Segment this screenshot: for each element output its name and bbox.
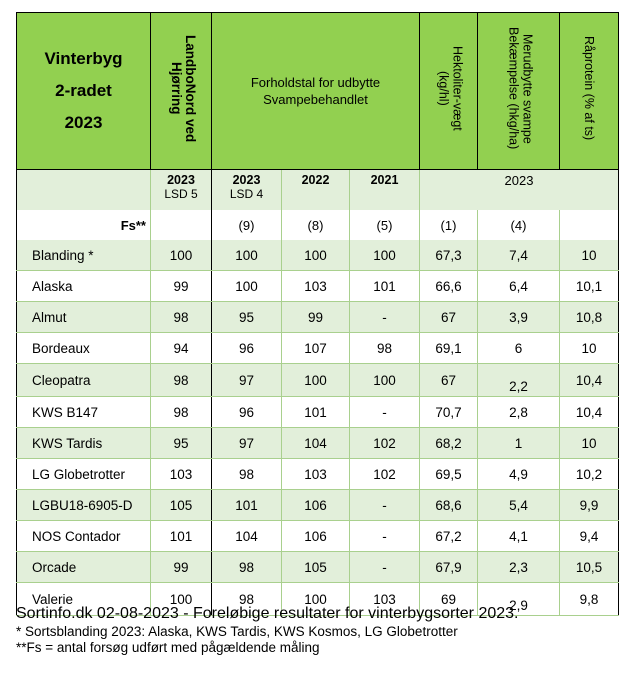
subheader-lsd: LSD 5 <box>164 187 198 201</box>
subheader-empty <box>17 170 151 211</box>
merudbytte-value: 4,9 <box>478 459 560 490</box>
fs-note: **Fs = antal forsøg udført med pågældende måling <box>16 640 320 655</box>
variety-name: Bordeaux <box>17 333 151 364</box>
variety-name: Almut <box>17 302 151 333</box>
protein-value: 10,2 <box>560 459 619 490</box>
subheader-lsd: LSD 4 <box>229 187 264 201</box>
merudbytte-value: 2,8 <box>478 397 560 428</box>
yield-2021: 100 <box>350 364 420 397</box>
fs-label: Fs** <box>17 210 151 240</box>
landbo-value: 99 <box>151 552 212 583</box>
yield-2022: 103 <box>282 271 350 302</box>
rows-body <box>17 240 619 616</box>
yield-2023: 100 <box>212 240 282 271</box>
yield-2021: - <box>350 397 420 428</box>
table-row <box>17 302 619 333</box>
yield-2021: - <box>350 302 420 333</box>
table-row <box>17 490 619 521</box>
subheader-right-year: 2023 <box>420 170 619 211</box>
yield-2022: 105 <box>282 552 350 583</box>
yield-2023: 95 <box>212 302 282 333</box>
landbo-value: 99 <box>151 271 212 302</box>
merudbytte-value: 2,2 <box>478 364 560 397</box>
yield-2022: 100 <box>282 240 350 271</box>
yield-2023: 97 <box>212 428 282 459</box>
landbo-value: 101 <box>151 521 212 552</box>
yield-2022: 100 <box>282 364 350 397</box>
hektoliter-value: 67,9 <box>420 552 478 583</box>
hektoliter-header-text: Hektoliter-vægt (kg/hl) <box>436 46 465 131</box>
yield-2021: 103 <box>350 583 420 616</box>
landbo-value: 98 <box>151 397 212 428</box>
yield-2021: 100 <box>350 240 420 271</box>
table-row <box>17 240 619 271</box>
fs-cell: (8) <box>282 210 350 240</box>
yield-2021: 102 <box>350 459 420 490</box>
results-table-container <box>16 12 618 616</box>
hektoliter-value: 69,5 <box>420 459 478 490</box>
blend-note: * Sortsblanding 2023: Alaska, KWS Tardis, KWS Kosmos, LG Globetrotter <box>16 624 458 639</box>
protein-header <box>560 13 619 170</box>
merudbytte-value: 6,4 <box>478 271 560 302</box>
subheader-row <box>17 170 619 211</box>
fs-cell <box>560 210 619 240</box>
protein-value: 9,8 <box>560 583 619 616</box>
fs-row <box>17 210 619 240</box>
protein-value: 9,4 <box>560 521 619 552</box>
protein-value: 10,5 <box>560 552 619 583</box>
landbo-value: 103 <box>151 459 212 490</box>
fs-cell: (1) <box>420 210 478 240</box>
yield-2023: 101 <box>212 490 282 521</box>
protein-value: 9,9 <box>560 490 619 521</box>
yield-2023: 97 <box>212 364 282 397</box>
landbo-value: 95 <box>151 428 212 459</box>
landbo-value: 98 <box>151 302 212 333</box>
yield-2023: 96 <box>212 333 282 364</box>
merudbytte-header <box>478 13 560 170</box>
fs-cell: (4) <box>478 210 560 240</box>
table-row <box>17 397 619 428</box>
fs-cell <box>151 210 212 240</box>
protein-value: 10,4 <box>560 397 619 428</box>
hektoliter-value: 67 <box>420 364 478 397</box>
protein-value: 10,4 <box>560 364 619 397</box>
yield-2021: - <box>350 552 420 583</box>
merudbytte-header-text: Merudbytte svampe Bekæmpelse (hkg/ha) <box>506 27 535 150</box>
merudbytte-value: 3,9 <box>478 302 560 333</box>
yield-2023: 100 <box>212 271 282 302</box>
merudbytte-value: 6 <box>478 333 560 364</box>
fs-cell: (9) <box>212 210 282 240</box>
protein-value: 10 <box>560 428 619 459</box>
table-row <box>17 428 619 459</box>
protein-value: 10,1 <box>560 271 619 302</box>
hektoliter-value: 67,3 <box>420 240 478 271</box>
merudbytte-value: 4,1 <box>478 521 560 552</box>
landbo-value: 100 <box>151 240 212 271</box>
landbo-value: 100 <box>151 583 212 616</box>
landbo-header-text: LandboNord ved Hjørring <box>169 34 198 143</box>
yield-2023: 98 <box>212 552 282 583</box>
forhold-header-line2: Svampebehandlet <box>263 92 368 107</box>
variety-name: Blanding * <box>17 240 151 271</box>
yield-2022: 107 <box>282 333 350 364</box>
merudbytte-value: 1 <box>478 428 560 459</box>
yield-2021: 98 <box>350 333 420 364</box>
yield-2022: 106 <box>282 490 350 521</box>
yield-2021: - <box>350 490 420 521</box>
table-row <box>17 333 619 364</box>
table-title-line: 2023 <box>64 113 103 132</box>
table-row <box>17 271 619 302</box>
table-title-cell <box>17 13 151 170</box>
footnotes <box>16 604 618 656</box>
header-row <box>17 13 619 170</box>
variety-name: Orcade <box>17 552 151 583</box>
merudbytte-value: 2,9 <box>478 583 560 616</box>
subheader-2022 <box>282 170 350 211</box>
subheader-year: 2023 <box>232 173 261 187</box>
subheader-2021 <box>350 170 420 211</box>
merudbytte-value: 7,4 <box>478 240 560 271</box>
variety-name: Valerie <box>17 583 151 616</box>
variety-name: KWS Tardis <box>17 428 151 459</box>
yield-2021: - <box>350 521 420 552</box>
protein-value: 10 <box>560 240 619 271</box>
hektoliter-header <box>420 13 478 170</box>
variety-name: LGBU18-6905-D <box>17 490 151 521</box>
yield-2022: 106 <box>282 521 350 552</box>
hektoliter-value: 70,7 <box>420 397 478 428</box>
landbo-value: 94 <box>151 333 212 364</box>
merudbytte-value: 2,3 <box>478 552 560 583</box>
yield-2022: 101 <box>282 397 350 428</box>
hektoliter-value: 67,2 <box>420 521 478 552</box>
hektoliter-value: 68,6 <box>420 490 478 521</box>
table-title-line: 2-radet <box>55 81 112 100</box>
variety-name: LG Globetrotter <box>17 459 151 490</box>
landbo-header <box>151 13 212 170</box>
results-table <box>16 12 619 616</box>
subheader-landbo <box>151 170 212 211</box>
merudbytte-value: 5,4 <box>478 490 560 521</box>
protein-value: 10,8 <box>560 302 619 333</box>
landbo-value: 98 <box>151 364 212 397</box>
variety-name: Cleopatra <box>17 364 151 397</box>
protein-value: 10 <box>560 333 619 364</box>
fs-cell: (5) <box>350 210 420 240</box>
hektoliter-value: 69,1 <box>420 333 478 364</box>
table-title-line: Vinterbyg <box>44 49 123 68</box>
table-row <box>17 521 619 552</box>
yield-2021: 102 <box>350 428 420 459</box>
variety-name: Alaska <box>17 271 151 302</box>
yield-2023: 98 <box>212 459 282 490</box>
hektoliter-value: 67 <box>420 302 478 333</box>
yield-2022: 103 <box>282 459 350 490</box>
subheader-year: 2023 <box>167 173 195 187</box>
hektoliter-value: 66,6 <box>420 271 478 302</box>
hektoliter-value: 68,2 <box>420 428 478 459</box>
yield-2022: 104 <box>282 428 350 459</box>
variety-name: NOS Contador <box>17 521 151 552</box>
source-note: Sortinfo.dk 02-08-2023 - Foreløbige resultater for vinterbygsorter 2023. <box>16 605 519 622</box>
yield-2023: 98 <box>212 583 282 616</box>
forhold-header-line1: Forholdstal for udbytte <box>250 75 381 90</box>
yield-2022: 99 <box>282 302 350 333</box>
landbo-value: 105 <box>151 490 212 521</box>
subheader-year: 2021 <box>370 173 399 187</box>
yield-2021: 101 <box>350 271 420 302</box>
forhold-header <box>212 13 420 170</box>
yield-2023: 104 <box>212 521 282 552</box>
variety-name: KWS B147 <box>17 397 151 428</box>
table-row <box>17 459 619 490</box>
protein-header-text: Råprotein (% af ts) <box>582 36 596 141</box>
yield-2022: 100 <box>282 583 350 616</box>
table-row <box>17 364 619 397</box>
hektoliter-value: 69 <box>420 583 478 616</box>
yield-2023: 96 <box>212 397 282 428</box>
subheader-year: 2022 <box>301 173 330 187</box>
subheader-2023 <box>212 170 282 211</box>
table-row <box>17 552 619 583</box>
